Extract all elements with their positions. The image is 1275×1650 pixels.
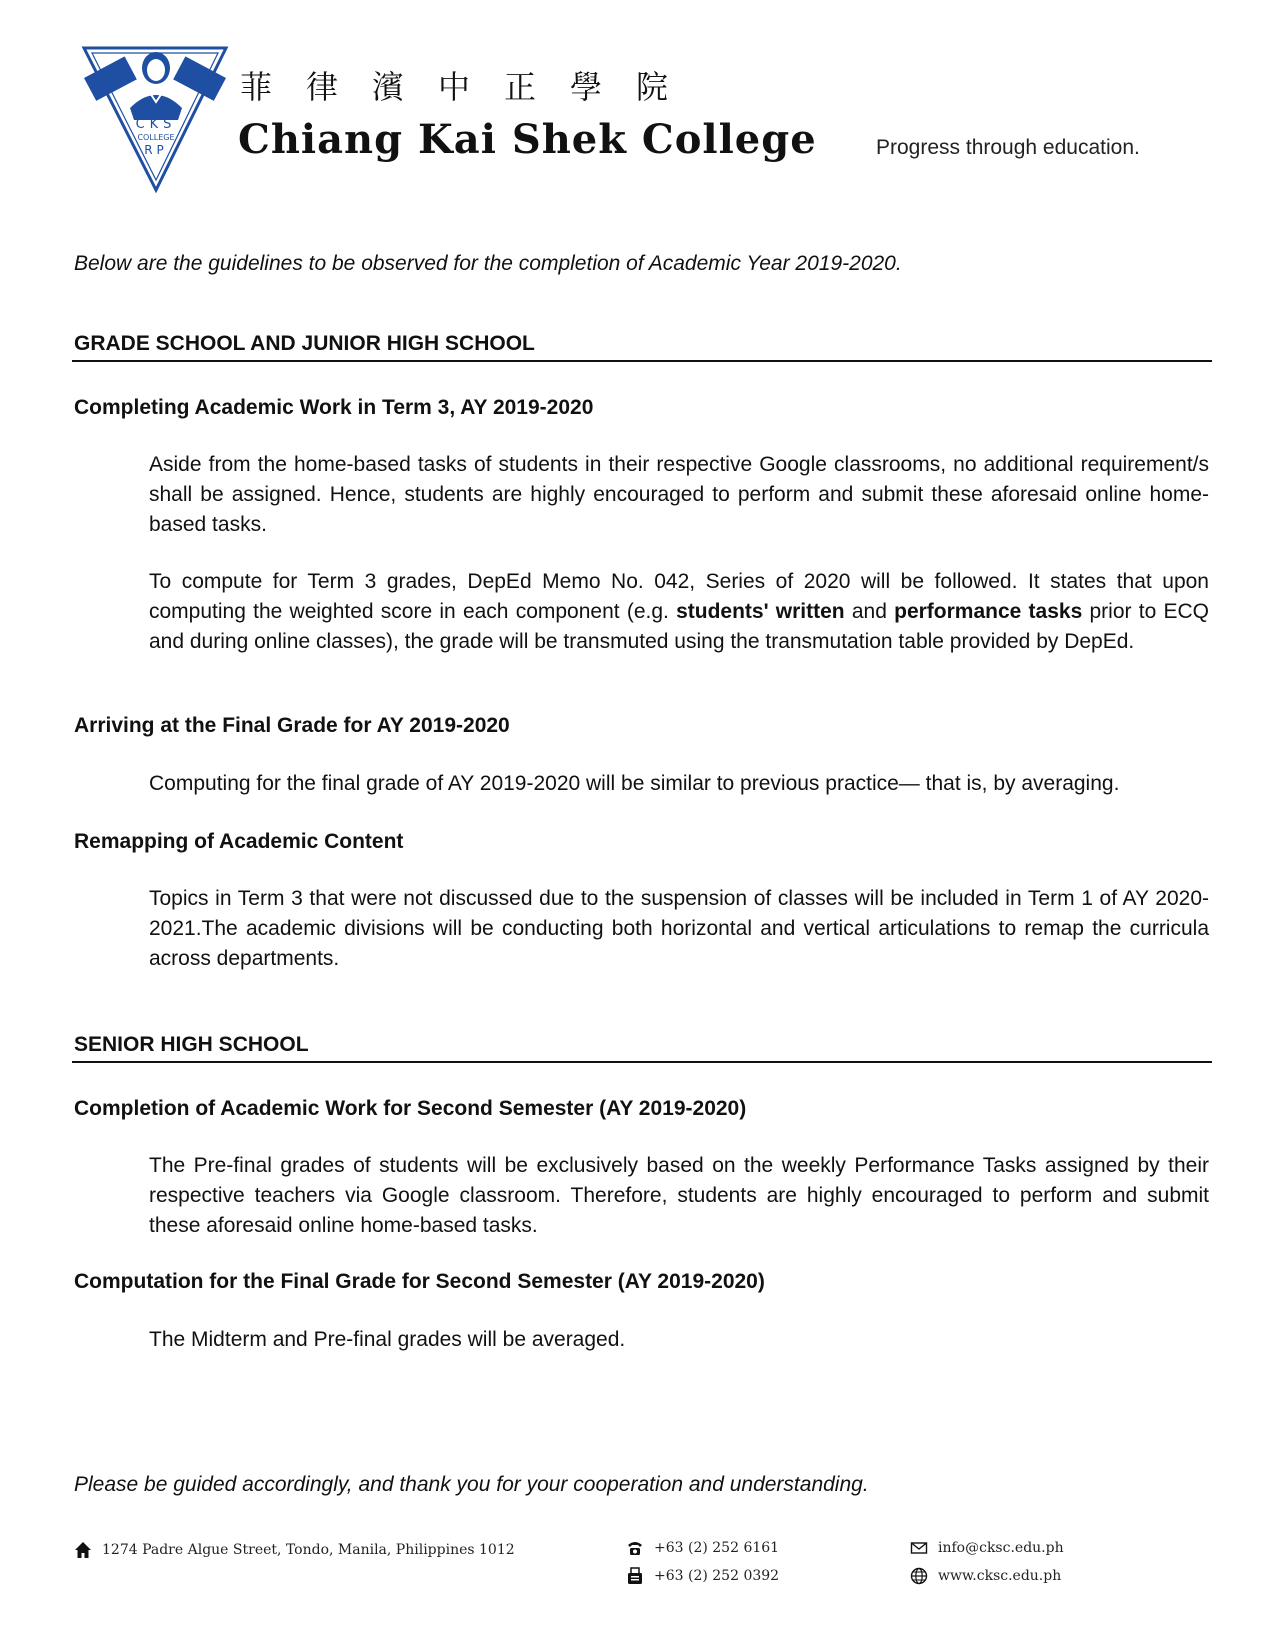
fax-icon xyxy=(626,1567,644,1585)
section-divider xyxy=(72,360,1212,362)
footer-phone xyxy=(626,1539,779,1557)
intro-text: Below are the guidelines to be observed for the completion of Academic Year 2019-2020. xyxy=(74,252,902,275)
footer-fax xyxy=(626,1567,779,1585)
school-tagline: Progress through education. xyxy=(876,136,1140,159)
closing-text: Please be guided accordingly, and thank you for your cooperation and understanding. xyxy=(74,1473,869,1496)
subheading-second-semester-work: Completion of Academic Work for Second Semester (AY 2019-2020) xyxy=(74,1097,747,1120)
chinese-school-name: 菲律濱中正學院 xyxy=(240,68,703,106)
address-text: 1274 Padre Algue Street, Tondo, Manila, Philippines 1012 xyxy=(102,1542,515,1558)
section-title-grade-school: GRADE SCHOOL AND JUNIOR HIGH SCHOOL xyxy=(74,332,535,355)
paragraph-text: prior to ECQ and during online classes), the grade will be transmuted using the transmutation table provided by DepEd. xyxy=(149,600,1209,653)
paragraph-term3-computation xyxy=(149,567,1209,657)
paragraph-text: Topics in Term 3 that were not discussed due to the suspension of classes will be included in Term 1 of AY 2020-2021.The academic divisions will be conducting both horizontal and vertical articulations to remap the curricula across departments. xyxy=(149,887,1209,970)
bold-performance-tasks: performance tasks xyxy=(894,600,1083,623)
paragraph-home-based-tasks xyxy=(149,450,1209,540)
subheading-remapping: Remapping of Academic Content xyxy=(74,830,404,853)
footer-address xyxy=(74,1541,515,1559)
paragraph-text: To compute for Term 3 grades, DepEd Memo No. 042, Series of 2020 will be followed. It states that upon computing the weighted score in each component (e.g. xyxy=(149,570,1209,623)
school-logo xyxy=(80,30,230,195)
paragraph-averaged: The Midterm and Pre-final grades will be averaged. xyxy=(149,1328,626,1351)
svg-text:COLLEGE: COLLEGE xyxy=(137,133,175,142)
globe-icon xyxy=(910,1567,928,1585)
paragraph-remapping xyxy=(149,884,1209,974)
section-title-senior-high: SENIOR HIGH SCHOOL xyxy=(74,1033,309,1056)
home-icon xyxy=(74,1541,92,1559)
paragraph-prefinal-grades xyxy=(149,1151,1209,1241)
footer-email xyxy=(910,1539,1064,1557)
phone-icon xyxy=(626,1539,644,1557)
bold-students-written: students' written xyxy=(676,600,845,623)
phone-text[interactable]: +63 (2) 252 6161 xyxy=(654,1540,780,1556)
svg-text:CKS: CKS xyxy=(135,117,177,132)
paragraph-text: and xyxy=(844,600,895,623)
section-divider xyxy=(72,1061,1212,1063)
svg-text:RP: RP xyxy=(144,143,168,157)
logo-emblem xyxy=(80,30,230,195)
paragraph-text: The Pre-final grades of students will be exclusively based on the weekly Performance Tasks assigned by their respective teachers via Google classroom. Therefore, students are highly encouraged to perform and submit these aforesaid online home-based tasks. xyxy=(149,1154,1209,1237)
subheading-final-grade: Arriving at the Final Grade for AY 2019-2020 xyxy=(74,714,510,737)
paragraph-text: Aside from the home-based tasks of students in their respective Google classrooms, no additional requirement/s shall be assigned. Hence, students are highly encouraged to perform and submit these aforesaid online home-based tasks. xyxy=(149,453,1209,536)
email-icon xyxy=(910,1539,928,1557)
english-school-name: Chiang Kai Shek College xyxy=(238,116,817,163)
subheading-second-semester-final: Computation for the Final Grade for Second Semester (AY 2019-2020) xyxy=(74,1270,765,1293)
website-link[interactable]: www.cksc.edu.ph xyxy=(938,1568,1062,1584)
fax-text[interactable]: +63 (2) 252 0392 xyxy=(654,1568,780,1584)
paragraph-final-grade: Computing for the final grade of AY 2019-2020 will be similar to previous practice— that is, by averaging. xyxy=(149,772,1120,795)
email-link[interactable]: info@cksc.edu.ph xyxy=(938,1540,1064,1556)
footer-website xyxy=(910,1567,1061,1585)
subheading-completing-academic-work: Completing Academic Work in Term 3, AY 2019-2020 xyxy=(74,396,594,419)
